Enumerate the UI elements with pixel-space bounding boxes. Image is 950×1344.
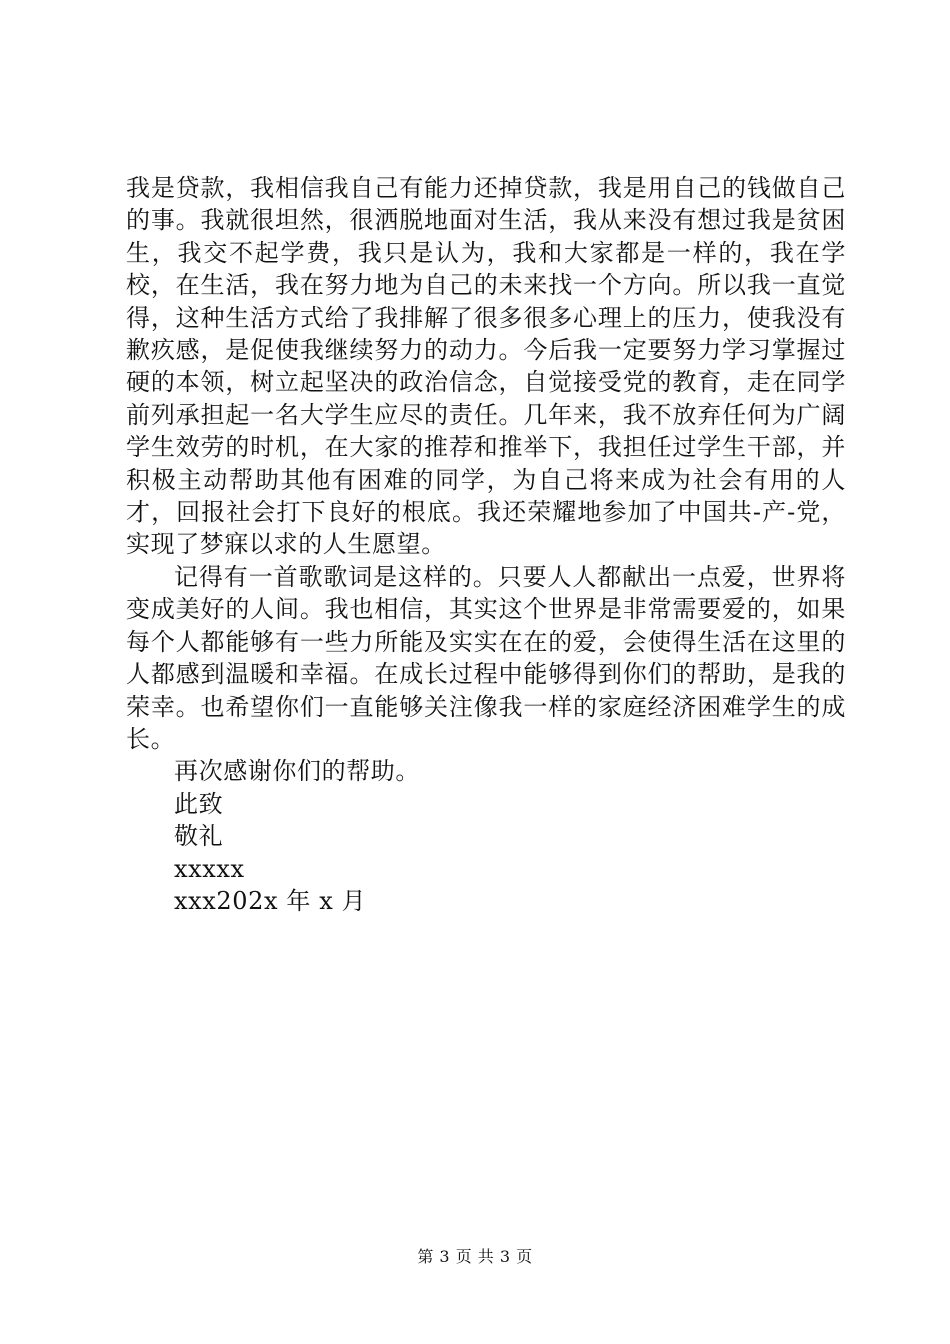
page-number-footer: 第 3 页 共 3 页 — [417, 1247, 533, 1266]
salutation-jingli: 敬礼 — [174, 822, 224, 851]
salutation-cizhi: 此致 — [174, 789, 224, 818]
closing-thanks: 再次感谢你们的帮助。 — [174, 757, 420, 786]
letter-date: xxx202x 年 x 月 — [174, 886, 367, 915]
paragraph-loan: 我是贷款，我相信我自己有能力还掉贷款，我是用自己的钱做自己的事。我就很坦然，很洒脱地面对生活，我从来没有想过我是贫困生，我交不起学费，我只是认为，我和大家都是一样的，我在学校，在生活，我在努力地为自己的未来找一个方向。所以我一直觉得，这种生活方式给了我排解了很多很多心理上的压力，使我没有歉疚感，是促使我继续努力的动力。今后我一定要努力学习掌握过硬的本领，树立起坚决的政治信念，自觉接受党的教育，走在同学前列承担起一名大学生应尽的责任。几年来，我不放弃任何为广阔学生效劳的时机，在大家的推荐和推举下，我担任过学生干部，并积极主动帮助其他有困难的同学，为自己将来成为社会有用的人才，回报社会打下良好的根底。我还荣耀地参加了中国共-产-党，实现了梦寐以求的人生愿望。 — [126, 174, 846, 559]
paragraph-love-song: 记得有一首歌歌词是这样的。只要人人都献出一点爱，世界将变成美好的人间。我也相信，其实这个世界是非常需要爱的，如果每个人都能够有一些力所能及实实在在的爱，会使得生活在这里的人都感到温暖和幸福。在成长过程中能够得到你们的帮助，是我的荣幸。也希望你们一直能够关注像我一样的家庭经济困难学生的成长。 — [126, 562, 846, 753]
signature: xxxxx — [174, 854, 245, 883]
letter-body — [126, 172, 846, 917]
